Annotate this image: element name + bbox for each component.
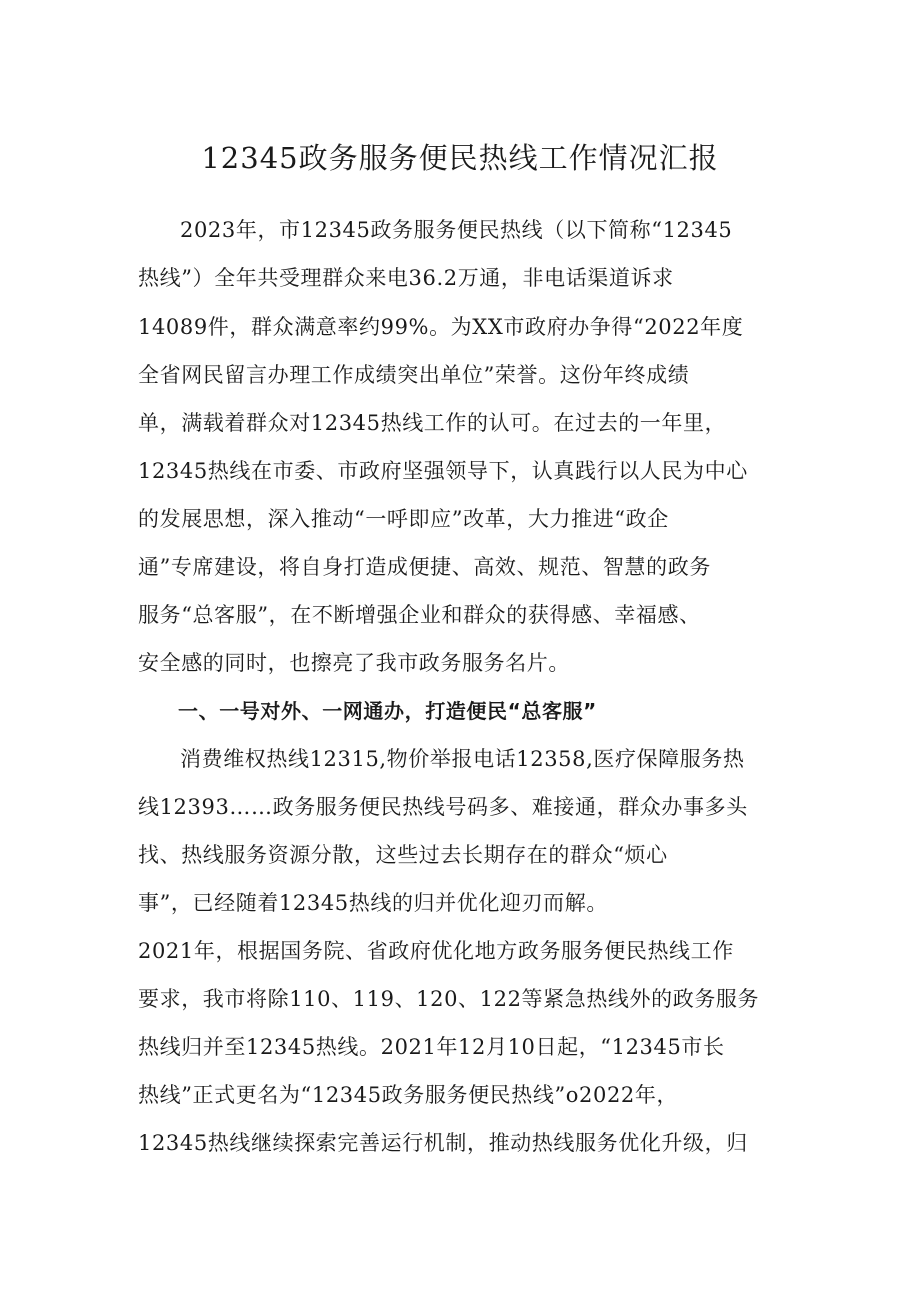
- paragraph-line: 12345热线在市委、市政府坚强领导下，认真践行以人民为中心: [138, 459, 748, 483]
- paragraph-line: 安全感的同时，也擦亮了我市政务服务名片。: [138, 651, 570, 675]
- paragraph-line: 服务“总客服”，在不断增强企业和群众的获得感、幸福感、: [138, 603, 701, 627]
- paragraph-line: 通”专席建设，将自身打造成便捷、高效、规范、智慧的政务: [138, 555, 711, 579]
- paragraph-line: 的发展思想，深入推动“一呼即应”改革，大力推进“政企: [138, 507, 669, 531]
- paragraph-line: 热线”正式更名为“12345政务服务便民热线”o2022年，: [138, 1083, 679, 1107]
- paragraph-line: 12345热线继续探索完善运行机制，推动热线服务优化升级，归: [138, 1131, 748, 1155]
- paragraph-line: 线12393……政务服务便民热线号码多、难接通，群众办事多头: [138, 795, 748, 819]
- paragraph-line: 消费维权热线12315,物价举报电话12358,医疗保障服务热: [180, 747, 745, 771]
- paragraph-line: 要求，我市将除110、119、120、122等紧急热线外的政务服务: [138, 987, 760, 1011]
- paragraph-line: 找、热线服务资源分散，这些过去长期存在的群众“烦心: [138, 843, 668, 867]
- paragraph-line: 事”，已经随着12345热线的归并优化迎刃而解。: [138, 891, 608, 915]
- paragraph-line: 2021年，根据国务院、省政府优化地方政务服务便民热线工作: [138, 939, 734, 963]
- paragraph-line: 热线归并至12345热线。2021年12月10日起，“12345市长: [138, 1035, 725, 1059]
- document-title: 12345政务服务便民热线工作情况汇报: [201, 141, 719, 175]
- section-heading: 一、一号对外、一网通办，打造便民“总客服”: [178, 699, 597, 723]
- paragraph-line: 全省网民留言办理工作成绩突出单位”荣誉。这份年终成绩: [138, 363, 690, 387]
- paragraph-line: 单，满载着群众对12345热线工作的认可。在过去的一年里，: [138, 411, 727, 435]
- paragraph-line: 2023年，市12345政务服务便民热线（以下简称“12345: [180, 218, 733, 242]
- paragraph-line: 热线”）全年共受理群众来电36.2万通，非电话渠道诉求: [138, 266, 674, 290]
- paragraph-line: 14089件，群众满意率约99%。为XX市政府办争得“2022年度: [138, 315, 744, 339]
